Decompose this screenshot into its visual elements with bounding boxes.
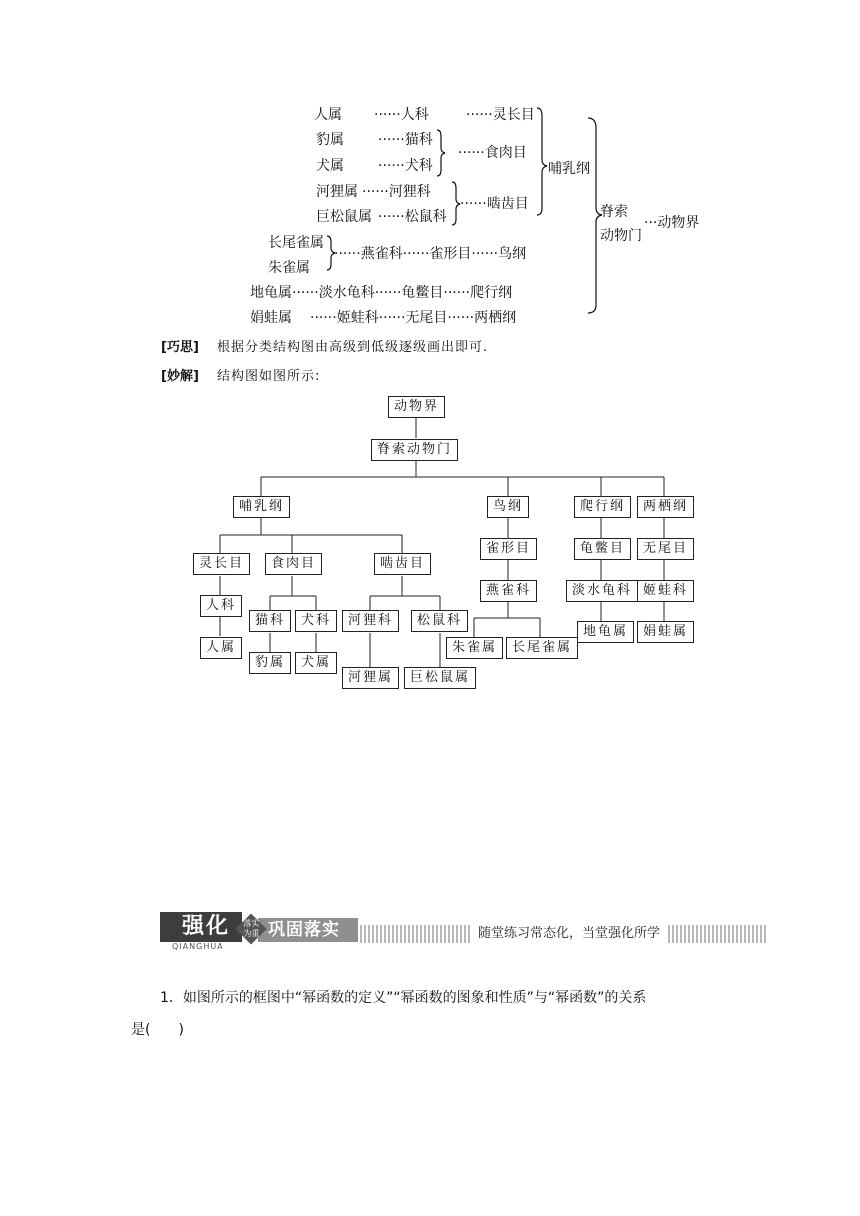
tree-node-kaloula: 娟蛙属 — [637, 621, 694, 643]
tree-node-anura: 无尾目 — [637, 538, 694, 560]
order-primates-text: ······灵长目 — [466, 107, 535, 123]
genus-kaloula-text: 娟蛙属 — [250, 310, 292, 326]
tree-node-phylum: 脊索动物门 — [371, 439, 458, 461]
phylum-line2-text: 动物门 — [600, 228, 642, 244]
order-rodentia-text: ······啮齿目 — [460, 196, 529, 212]
tree-node-ratufa: 巨松鼠属 — [404, 667, 476, 689]
tree-node-felidae: 猫科 — [249, 610, 291, 632]
order-carnivora-text: ······食肉目 — [458, 145, 527, 161]
banner-slogan: 随堂练习常态化，当堂强化所学 — [470, 925, 668, 943]
tree-node-rodentia: 啮齿目 — [374, 553, 431, 575]
hint-text: 根据分类结构图由高级到低级逐级画出即可. — [217, 340, 489, 355]
frog-chain-text: ······姬蛙科······无尾目······两栖纲 — [310, 310, 517, 326]
phylum-line1-text: 脊索 — [600, 204, 628, 220]
family-sciuridae-text: ······松鼠科 — [378, 209, 447, 225]
genus-canis-text: 犬属 — [316, 158, 344, 174]
tree-node-reptile: 爬行纲 — [574, 496, 631, 518]
family-castoridae-text: ······河狸科 — [362, 184, 431, 200]
tree-node-castor: 河狸属 — [342, 667, 399, 689]
family-hominidae-text: ······人科 — [374, 107, 429, 123]
tree-node-primates: 灵长目 — [193, 553, 250, 575]
tree-node-homo: 人属 — [200, 637, 242, 659]
class-mammal-text: 哺乳纲 — [548, 161, 590, 177]
tree-node-kingdom: 动物界 — [388, 396, 445, 418]
tree-node-carpodacus: 朱雀属 — [446, 637, 503, 659]
tree-node-uragus: 长尾雀属 — [506, 637, 578, 659]
tree-node-amphibian: 两栖纲 — [637, 496, 694, 518]
tree-node-turtle-family: 淡水龟科 — [566, 580, 638, 602]
genus-carpodacus-text: 朱雀属 — [268, 260, 310, 276]
kingdom-text: ···动物界 — [644, 215, 700, 231]
banner-light-label: 巩固落实 — [258, 918, 358, 942]
tree-node-panthera: 豹属 — [249, 652, 291, 674]
tree-node-testudines: 龟鳖目 — [574, 538, 631, 560]
tree-node-bird: 鸟纲 — [487, 496, 529, 518]
solution-text: 结构图如图所示: — [217, 369, 321, 384]
genus-panthera-text: 豹属 — [316, 132, 344, 148]
tree-node-fringillidae: 燕雀科 — [480, 580, 537, 602]
tree-node-passeriformes: 雀形目 — [480, 538, 537, 560]
banner-pinyin: QIANGHUA — [172, 942, 224, 951]
family-felidae-text: ······猫科 — [378, 132, 433, 148]
family-canidae-text: ······犬科 — [378, 158, 433, 174]
genus-uragus-text: 长尾雀属 — [268, 235, 324, 251]
turtle-row-text: 地龟属······淡水龟科······龟鳖目······爬行纲 — [250, 285, 513, 301]
genus-ratufa-text: 巨松鼠属 — [316, 209, 372, 225]
genus-homo-text: 人属 — [314, 107, 342, 123]
question-line1: 1．如图所示的框图中“幂函数的定义”“幂函数的图象和性质”与“幂函数”的关系 — [160, 990, 647, 1006]
tree-node-sciuridae: 松鼠科 — [411, 610, 468, 632]
tree-node-castoridae: 河狸科 — [342, 610, 399, 632]
tree-node-geoemyda: 地龟属 — [577, 621, 634, 643]
tree-node-mammal: 哺乳纲 — [233, 496, 290, 518]
genus-castor-text: 河狸属 — [316, 184, 358, 200]
tree-node-microhylidae: 姬蛙科 — [637, 580, 694, 602]
banner-small-label: 落实 为重 — [243, 919, 260, 939]
banner-big-label: 强化 — [160, 912, 242, 942]
bird-chain-text: ······燕雀科······雀形目······鸟纲 — [334, 246, 527, 262]
tree-node-hominidae: 人科 — [200, 595, 242, 617]
hint-label: [巧思] — [161, 340, 199, 355]
tree-node-canidae: 犬科 — [295, 610, 337, 632]
question-line2: 是( ) — [131, 1022, 184, 1038]
solution-label: [妙解] — [161, 369, 199, 384]
tree-node-canis: 犬属 — [295, 652, 337, 674]
tree-node-carnivora: 食肉目 — [265, 553, 322, 575]
